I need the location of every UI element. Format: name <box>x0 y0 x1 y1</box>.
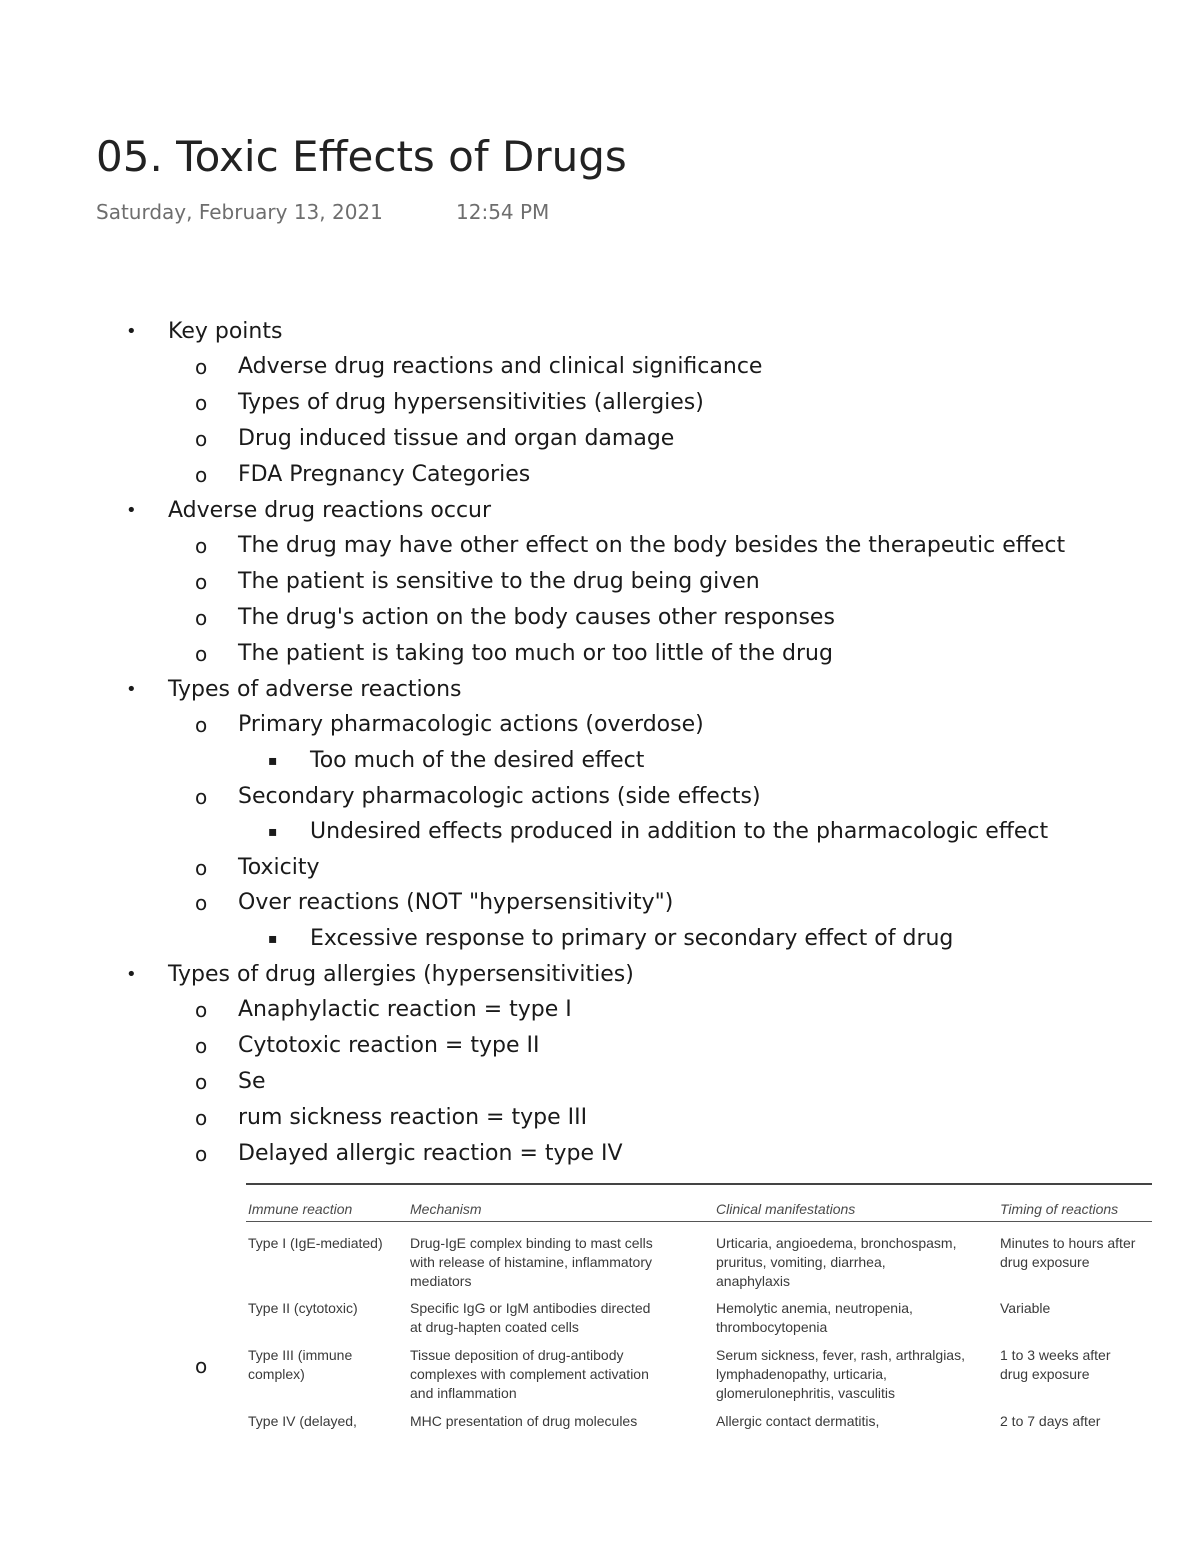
table-cell: Minutes to hours after drug exposure <box>1000 1235 1136 1270</box>
table-cell: Hemolytic anemia, neutropenia, thrombocytopenia <box>716 1300 913 1335</box>
table-cell: Serum sickness, fever, rash, arthralgias, lymphadenopathy, urticaria, glomerulonephritis, vasculitis <box>716 1347 965 1401</box>
table-cell: Urticaria, angioedema, bronchospasm, pruritus, vomiting, diarrhea, anaphylaxis <box>716 1235 957 1289</box>
outline-item: Anaphylactic reaction = type I <box>238 997 572 1022</box>
page-title: 05. Toxic Effects of Drugs <box>96 132 627 181</box>
outline-heading: Key points <box>168 319 283 344</box>
square-bullet-marker: ▪ <box>268 753 278 769</box>
table-header-rule <box>246 1221 1152 1222</box>
note-time: 12:54 PM <box>456 200 550 224</box>
sub-bullet-marker: o <box>195 785 208 809</box>
outline-subitem: Too much of the desired effect <box>310 748 645 773</box>
table-cell: Drug-IgE complex binding to mast cells with release of histamine, inflammatory mediators <box>410 1235 653 1289</box>
outline-item: Adverse drug reactions and clinical significance <box>238 354 763 379</box>
sub-bullet-marker: o <box>195 1106 208 1130</box>
table-cell: Type II (cytotoxic) <box>248 1300 358 1316</box>
sub-bullet-marker: o <box>195 427 208 451</box>
sub-bullet-marker: o <box>195 642 208 666</box>
square-bullet-marker: ▪ <box>268 824 278 840</box>
outline-item: Types of drug hypersensitivities (allergies) <box>238 390 704 415</box>
outline-heading: Types of adverse reactions <box>168 677 462 702</box>
outline-item: The patient is taking too much or too little of the drug <box>238 641 833 666</box>
outline-item: Secondary pharmacologic actions (side effects) <box>238 784 761 809</box>
note-date: Saturday, February 13, 2021 <box>96 200 383 224</box>
sub-bullet-marker: o <box>195 391 208 415</box>
outline-item: Drug induced tissue and organ damage <box>238 426 675 451</box>
table-header-cell: Timing of reactions <box>1000 1201 1119 1217</box>
outline-item: Cytotoxic reaction = type II <box>238 1033 540 1058</box>
table-cell: 1 to 3 weeks after drug exposure <box>1000 1347 1111 1382</box>
table-cell: Tissue deposition of drug-antibody complexes with complement activation and inflammation <box>410 1347 649 1401</box>
sub-bullet-marker: o <box>195 1070 208 1094</box>
table-top-rule <box>246 1183 1152 1185</box>
sub-bullet-marker: o <box>195 606 208 630</box>
outline-item: Se <box>238 1069 266 1094</box>
outline-item: The drug may have other effect on the body besides the therapeutic effect <box>238 533 1066 558</box>
table-cell: Type IV (delayed, <box>248 1413 357 1429</box>
outline-subitem: Excessive response to primary or secondary effect of drug <box>310 926 954 951</box>
table-cell: 2 to 7 days after <box>1000 1413 1101 1429</box>
immune-reaction-table <box>246 1183 1152 1435</box>
outline-item: FDA Pregnancy Categories <box>238 462 531 487</box>
outline-item: Toxicity <box>238 855 320 880</box>
outline-item: The patient is sensitive to the drug being given <box>238 569 760 594</box>
sub-bullet-marker: o <box>195 713 208 737</box>
sub-bullet-marker: o <box>195 1034 208 1058</box>
bullet-marker: • <box>126 679 137 700</box>
table-cell: Type I (IgE-mediated) <box>248 1235 383 1251</box>
table-cell: MHC presentation of drug molecules <box>410 1413 638 1429</box>
sub-bullet-marker: o <box>195 998 208 1022</box>
sub-bullet-marker: o <box>195 355 208 379</box>
outline-item: Primary pharmacologic actions (overdose) <box>238 712 704 737</box>
bullet-marker: • <box>126 500 137 521</box>
outline-item: The drug's action on the body causes other responses <box>238 605 835 630</box>
bullet-marker: • <box>126 964 137 985</box>
outline-heading: Adverse drug reactions occur <box>168 498 492 523</box>
bullet-marker: • <box>126 321 137 342</box>
sub-bullet-marker: o <box>195 856 208 880</box>
sub-bullet-marker: o <box>195 463 208 487</box>
table-cell: Allergic contact dermatitis, <box>716 1413 880 1429</box>
table-cell: Type III (immune complex) <box>248 1347 353 1382</box>
table-header-cell: Immune reaction <box>248 1201 353 1217</box>
outline-item: rum sickness reaction = type III <box>238 1105 588 1130</box>
sub-bullet-marker: o <box>195 570 208 594</box>
outline-item: Over reactions (NOT "hypersensitivity") <box>238 890 674 915</box>
outline-subitem: Undesired effects produced in addition to the pharmacologic effect <box>310 819 1049 844</box>
table-cell: Specific IgG or IgM antibodies directed at drug-hapten coated cells <box>410 1300 651 1335</box>
table-header-cell: Clinical manifestations <box>716 1201 856 1217</box>
table-header-cell: Mechanism <box>410 1201 482 1217</box>
sub-bullet-marker: o <box>195 891 208 915</box>
square-bullet-marker: ▪ <box>268 931 278 947</box>
sub-bullet-marker: o <box>195 534 208 558</box>
outline-item: Delayed allergic reaction = type IV <box>238 1141 623 1166</box>
outline-heading: Types of drug allergies (hypersensitivities) <box>168 962 634 987</box>
table-cell: Variable <box>1000 1300 1051 1316</box>
sub-bullet-marker: o <box>195 1142 208 1166</box>
sub-bullet-marker: o <box>195 1354 208 1378</box>
